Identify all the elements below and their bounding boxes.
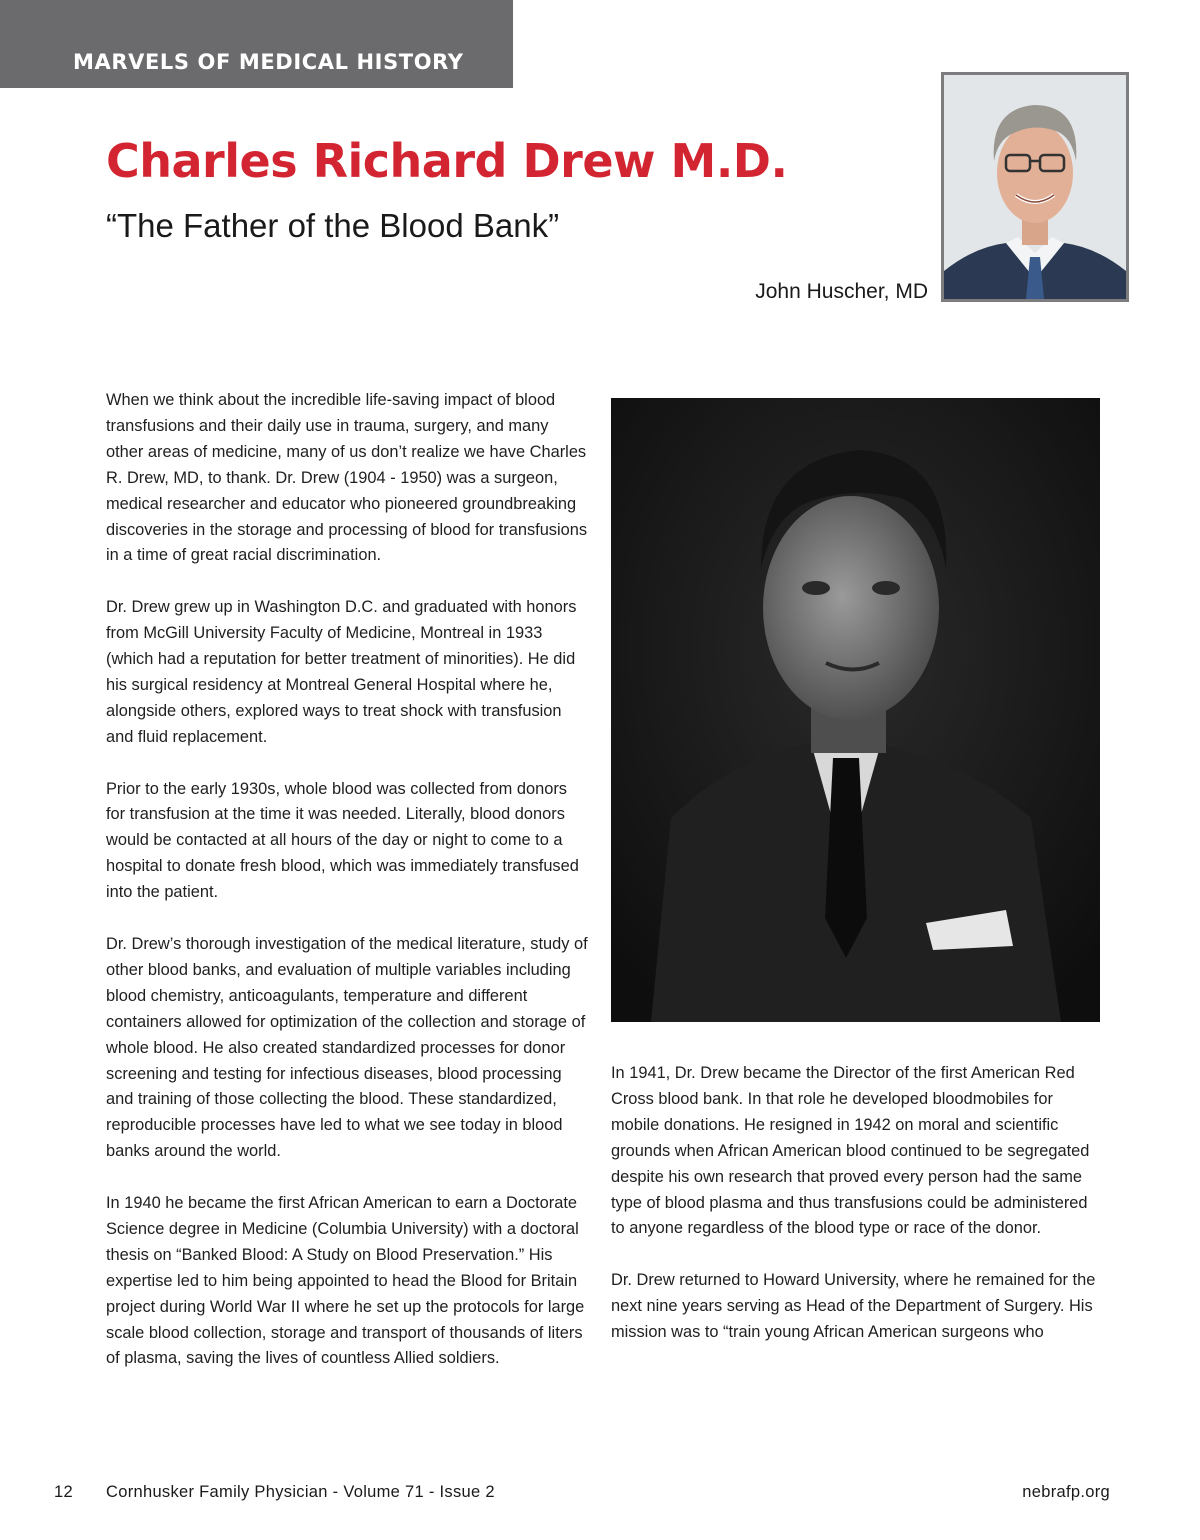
- article-subtitle: “The Father of the Blood Bank”: [106, 207, 560, 244]
- paragraph: In 1941, Dr. Drew became the Director of the first American Red Cross blood bank. In that role he developed bloodmobiles for mobile donations. He resigned in 1942 on moral and scientific grounds when African American blood continued to be segregated despite his own research that proved every person had the same type of blood plasma and thus transfusions could be administered to anyone regardless of the blood type or race of the donor.: [611, 1064, 1090, 1238]
- author-byline: John Huscher, MD: [755, 280, 928, 303]
- section-label: MARVELS OF MEDICAL HISTORY: [73, 50, 464, 74]
- paragraph: Dr. Drew grew up in Washington D.C. and graduated with honors from McGill University Faculty of Medicine, Montreal in 1933 (which had a reputation for better treatment of minorities). He did his surgical residency at Montreal General Hospital where he, alongside others, explored ways to treat shock with transfusion and fluid replacement.: [106, 598, 577, 746]
- article-title: Charles Richard Drew M.D.: [106, 134, 788, 188]
- page-number: 12: [54, 1483, 73, 1501]
- article-right-column: [611, 1061, 1101, 1372]
- historical-portrait-photo: [611, 398, 1100, 1022]
- article-left-column: [106, 388, 588, 1398]
- section-banner: [0, 0, 513, 88]
- paragraph: In 1940 he became the first African American to earn a Doctorate Science degree in Medicine (Columbia University) with a doctoral thesis on “Banked Blood: A Study on Blood Preservation.” His expertise led to him being appointed to head the Blood for Britain project during World War II where he set up the protocols for large scale blood collection, storage and transport of thousands of liters of plasma, saving the lives of countless Allied soldiers.: [106, 1194, 585, 1368]
- paragraph: Dr. Drew returned to Howard University, where he remained for the next nine years serving as Head of the Department of Surgery. His mission was to “train young African American surgeons who: [611, 1271, 1096, 1342]
- author-photo: [941, 72, 1129, 302]
- paragraph: Dr. Drew’s thorough investigation of the medical literature, study of other blood banks, and evaluation of multiple variables including blood chemistry, anticoagulants, temperature and different containers allowed for optimization of the collection and storage of whole blood. He also created standardized processes for donor screening and testing for infectious diseases, blood processing and training of those collecting the blood. These standardized, reproducible processes have led to what we see today in blood banks around the world.: [106, 934, 588, 1161]
- paragraph: Prior to the early 1930s, whole blood was collected from donors for transfusion at the time it was needed. Literally, blood donors would be contacted at all hours of the day or night to come to a hospital to donate fresh blood, which was immediately transfused into the patient.: [106, 779, 579, 902]
- portrait-illustration: [611, 398, 1100, 1022]
- paragraph: When we think about the incredible life-saving impact of blood transfusions and their daily use in trauma, surgery, and many other areas of medicine, many of us don’t realize we have Charles R. Drew, MD, to thank. Dr. Drew (1904 - 1950) was a surgeon, medical researcher and educator who pioneered groundbreaking discoveries in the storage and processing of blood for transfusions in a time of great racial discrimination.: [106, 391, 588, 565]
- publication-info: Cornhusker Family Physician - Volume 71 - Issue 2: [106, 1483, 495, 1501]
- website-link[interactable]: nebrafp.org: [1022, 1483, 1110, 1501]
- author-portrait-illustration: [944, 75, 1126, 299]
